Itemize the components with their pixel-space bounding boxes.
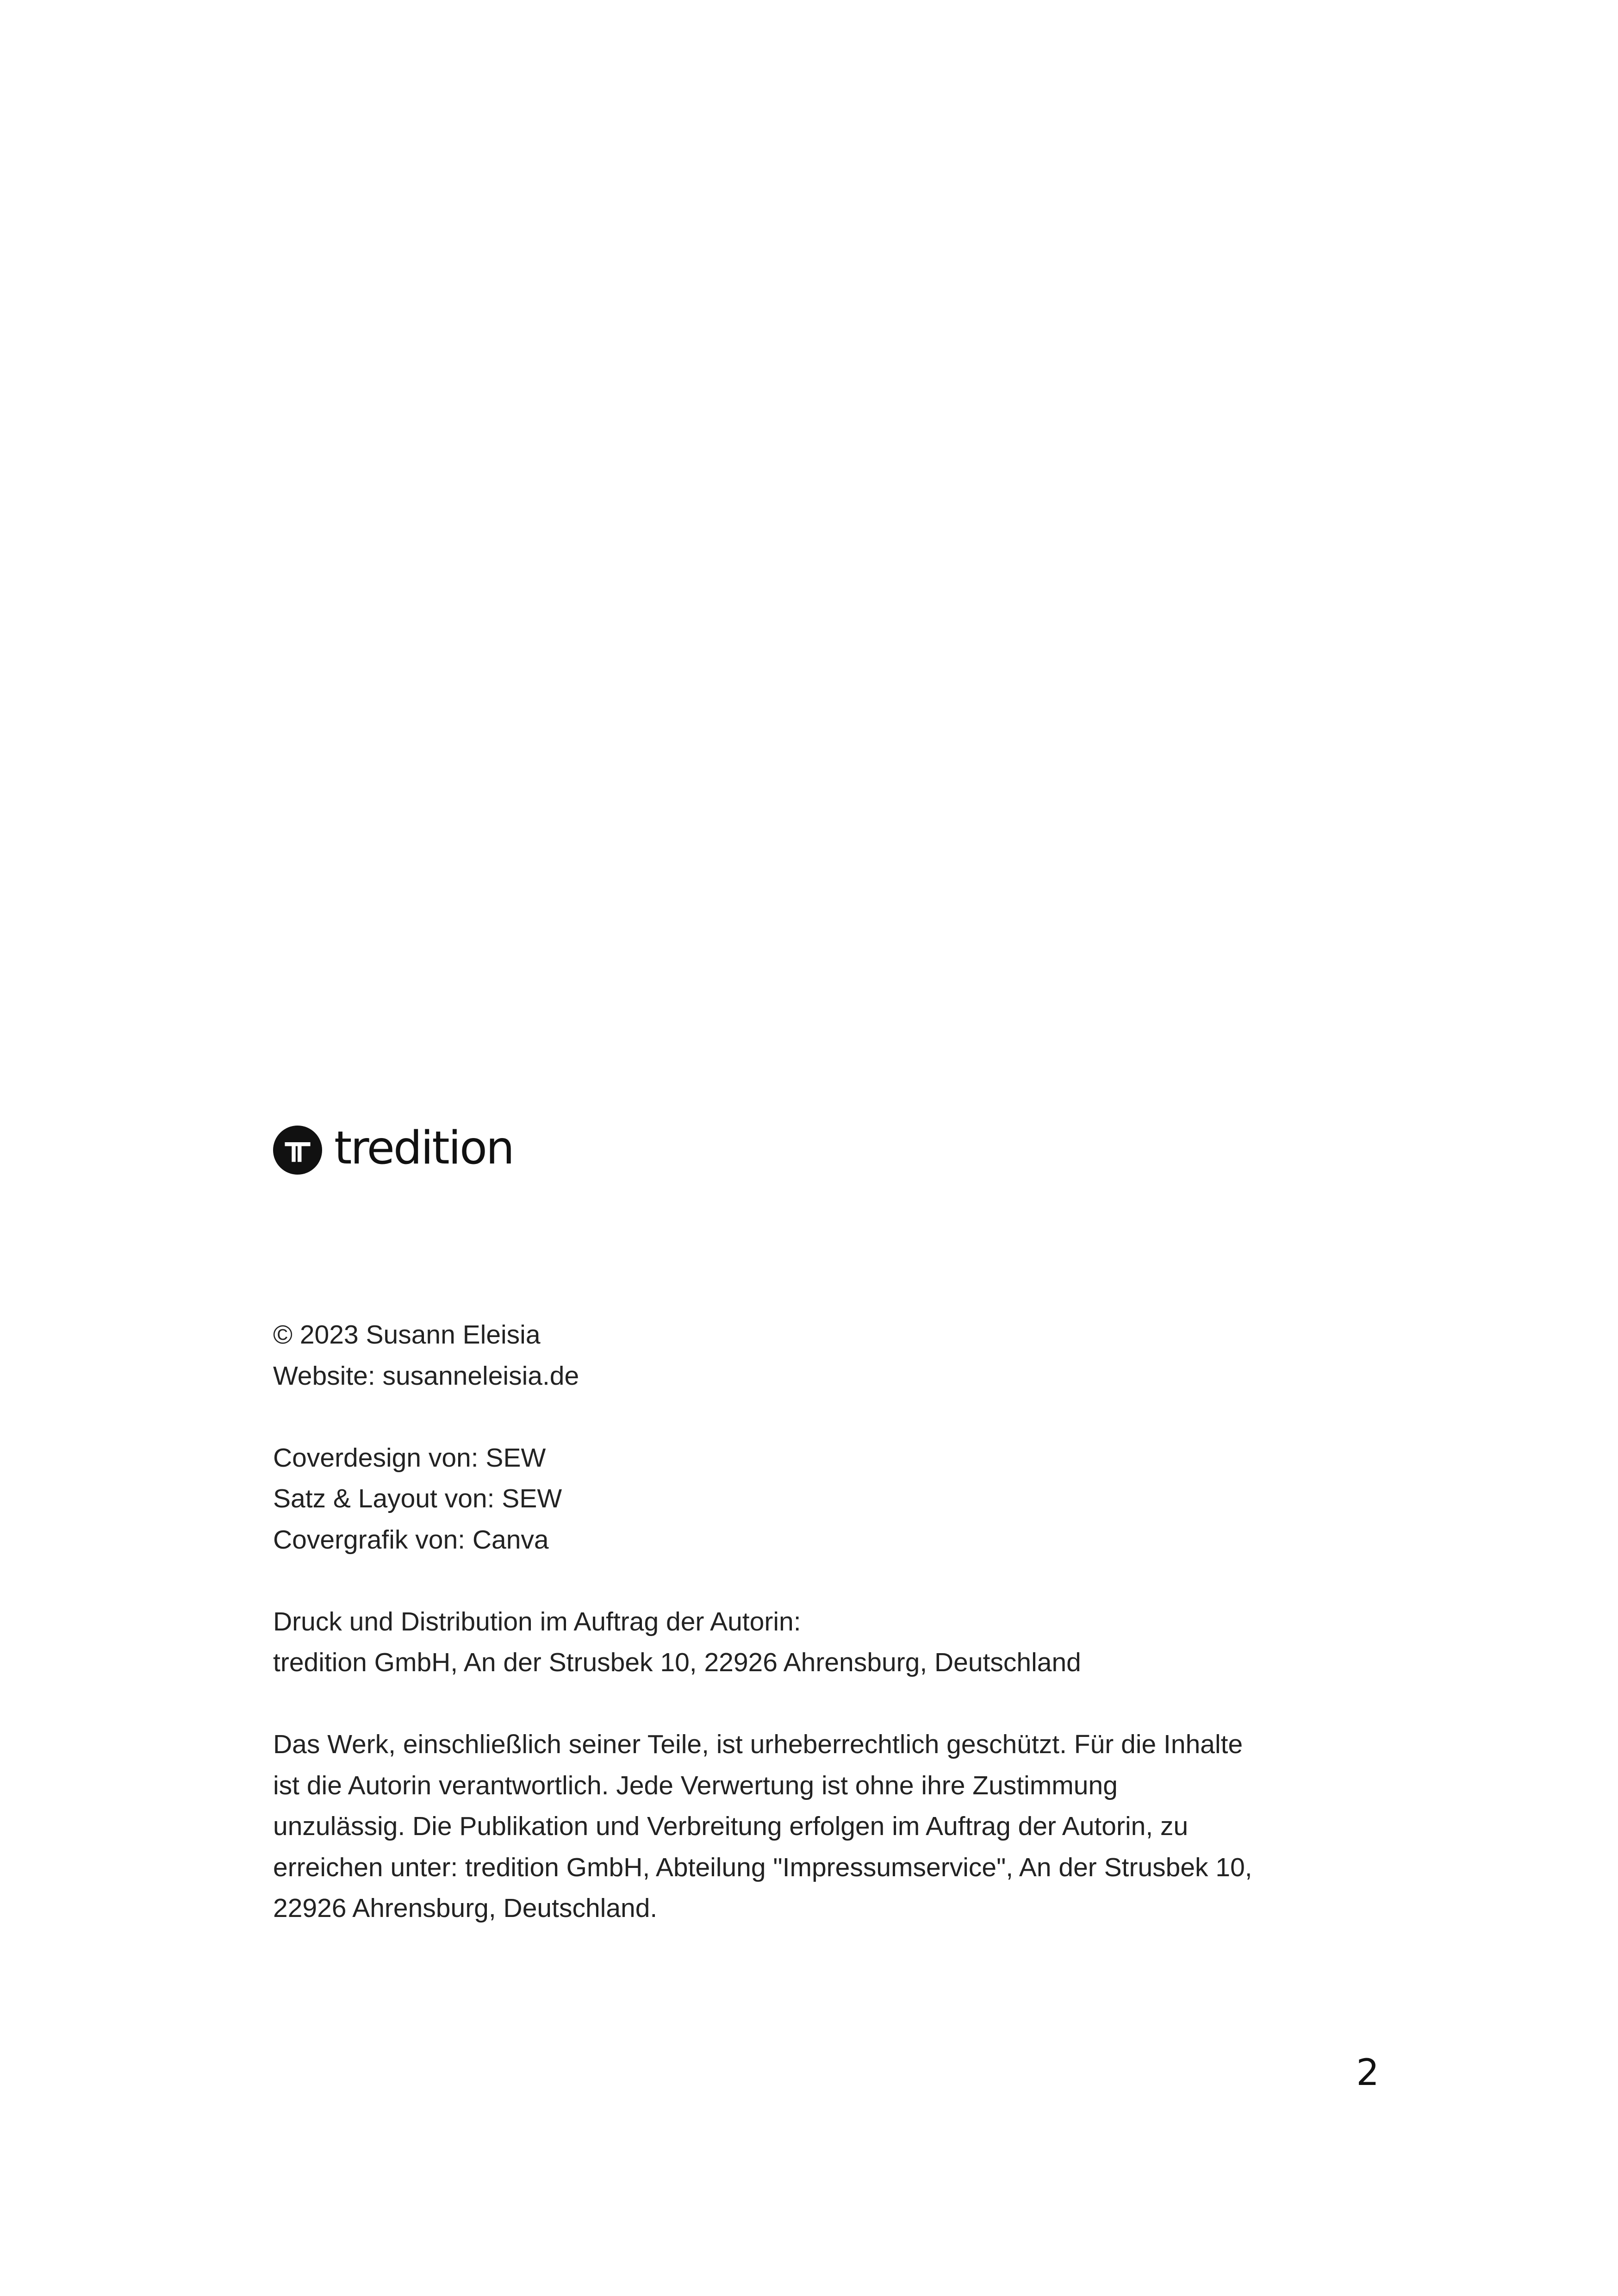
imprint-block	[273, 1314, 1384, 1929]
logo-wordmark: tredition	[334, 1122, 514, 1175]
legal-notice-line: unzulässig. Die Publikation und Verbreitung erfolgen im Auftrag der Autorin, zu	[273, 1811, 1189, 1841]
spacer	[273, 1396, 1384, 1437]
spacer	[273, 1560, 1384, 1601]
coverdesign-line: Coverdesign von: SEW	[273, 1443, 546, 1473]
legal-notice-line: ist die Autorin verantwortlich. Jede Verwertung ist ohne ihre Zustimmung	[273, 1770, 1118, 1800]
layout-line: Satz & Layout von: SEW	[273, 1484, 562, 1513]
page-number: 2	[1356, 2052, 1379, 2094]
print-distribution-line: Druck und Distribution im Auftrag der Autorin:	[273, 1606, 801, 1636]
tredition-logo-icon	[273, 1126, 322, 1175]
spacer	[273, 1683, 1384, 1724]
covergrafik-line: Covergrafik von: Canva	[273, 1524, 549, 1555]
legal-notice-line: erreichen unter: tredition GmbH, Abteilung "Impressumservice", An der Strusbek 10,	[273, 1852, 1252, 1882]
legal-notice-line: 22926 Ahrensburg, Deutschland.	[273, 1893, 658, 1923]
publisher-logo	[273, 1122, 514, 1176]
publisher-address-line: tredition GmbH, An der Strusbek 10, 22926 Ahrensburg, Deutschland	[273, 1648, 1081, 1677]
legal-notice-line: Das Werk, einschließlich seiner Teile, ist urheberrechtlich geschützt. Für die Inhalte	[273, 1730, 1243, 1759]
copyright-line: © 2023 Susann Eleisia	[273, 1320, 541, 1350]
website-line: Website: susanneleisia.de	[273, 1361, 579, 1391]
